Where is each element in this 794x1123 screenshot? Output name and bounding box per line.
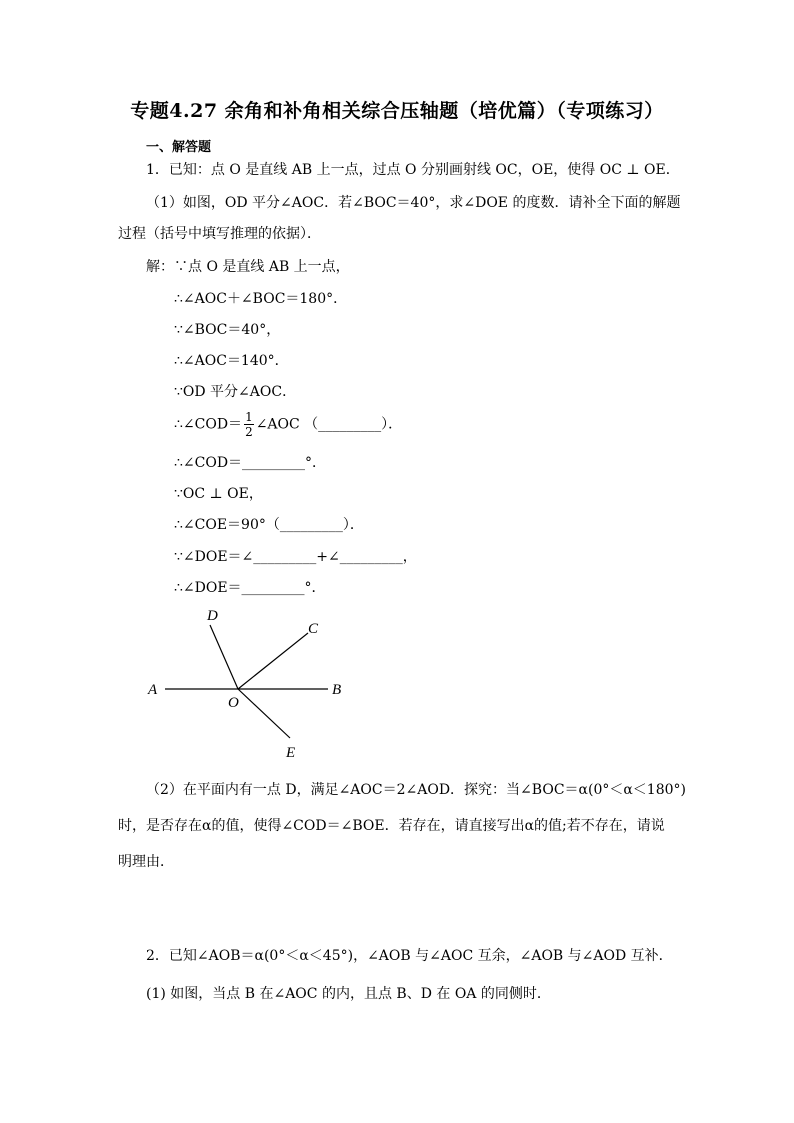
q1-part2-line3: 明理由． [118, 854, 174, 870]
ray-od [210, 625, 238, 689]
label-e: E [286, 745, 296, 761]
geometry-figure [140, 605, 360, 765]
solution-step-1: ∴∠AOC＋∠BOC＝180°． [174, 291, 348, 307]
label-o: O [228, 695, 239, 711]
solution-step-10: ∴∠DOE＝_________°． [174, 580, 326, 596]
q1-stem: 1．已知：点 O 是直线 AB 上一点，过点 O 分别画射线 OC，OE，使得 OC ⊥ OE． [146, 162, 680, 178]
fraction-numerator: 1 [245, 410, 253, 424]
q2-part1: (1) 如图，当点 B 在∠AOC 的内，且点 B、D 在 OA 的同侧时． [146, 986, 551, 1002]
solution-step-8: ∴∠COE＝90°（_________）． [174, 517, 364, 533]
solution-step-5 [174, 410, 402, 439]
solution-step-7: ∵OC ⊥ OE， [174, 486, 263, 502]
solution-step-2: ∵∠BOC＝40°， [174, 322, 281, 338]
label-c: C [308, 621, 319, 637]
label-d: D [207, 608, 218, 624]
step5-prefix: ∴∠COD＝ [174, 416, 243, 433]
fraction-denominator: 2 [245, 425, 253, 439]
page-title: 专题4.27 余角和补角相关综合压轴题（培优篇）（专项练习） [130, 100, 664, 122]
label-a: A [148, 682, 158, 698]
ray-oc [238, 633, 308, 689]
q1-part1-line2: 过程（括号中填写推理的依据）． [118, 226, 321, 242]
section-heading: 一、解答题 [146, 140, 212, 155]
q1-part2-line2: 时，是否存在α的值，使得∠COD＝∠BOE．若存在，请直接写出α的值;若不存在，请说 [118, 818, 665, 834]
ray-oe [238, 689, 290, 738]
step5-suffix: ∠AOC （_________）． [255, 416, 403, 433]
solution-step-4: ∵OD 平分∠AOC． [174, 384, 297, 400]
solution-step-9: ∵∠DOE＝∠_________+∠_________， [174, 549, 417, 565]
solution-step-3: ∴∠AOC＝140°． [174, 353, 289, 369]
q1-part1-line1: （1）如图，OD 平分∠AOC．若∠BOC＝40°，求∠DOE 的度数．请补全下面的解题 [146, 195, 681, 211]
solution-start: 解：∵点 O 是直线 AB 上一点， [146, 259, 350, 275]
q2-stem: 2．已知∠AOB＝α(0°＜α＜45°)，∠AOB 与∠AOC 互余，∠AOB 与∠AOD 互补． [146, 948, 673, 964]
fraction-half [244, 410, 254, 439]
solution-step-6: ∴∠COD＝_________°． [174, 455, 327, 471]
label-b: B [332, 682, 342, 698]
q1-part2-line1: （2）在平面内有一点 D，满足∠AOC＝2∠AOD．探究：当∠BOC＝α(0°＜α＜180°) [146, 782, 686, 798]
